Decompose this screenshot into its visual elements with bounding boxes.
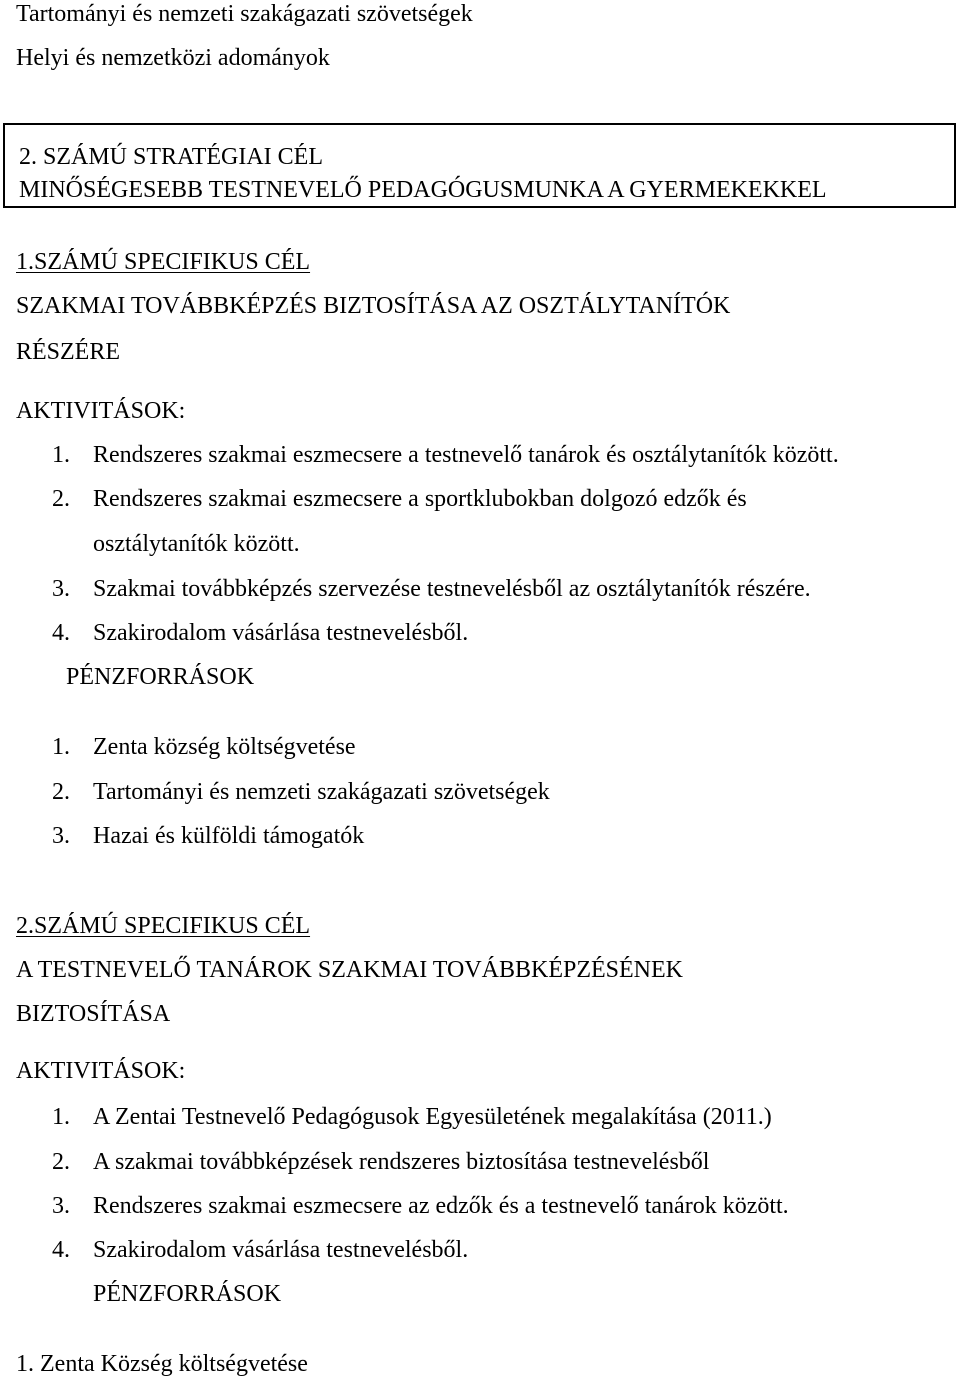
goal2-funding-label: PÉNZFORRÁSOK xyxy=(93,1281,282,1307)
goal2-activity-4-num: 4. xyxy=(52,1237,70,1263)
goal2-activity-2: A szakmai továbbképzések rendszeres biztosítása testnevelésből xyxy=(93,1149,710,1175)
goal1-activity-3-num: 3. xyxy=(52,576,70,602)
goal1-activity-2: Rendszeres szakmai eszmecsere a sportklubokban dolgozó edzők és xyxy=(93,486,747,512)
goal1-activities-label: AKTIVITÁSOK: xyxy=(16,398,186,424)
goal1-title-line1: SZAKMAI TOVÁBBKÉPZÉS BIZTOSÍTÁSA AZ OSZTÁLYTANÍTÓK xyxy=(16,293,731,319)
goal2-activity-2-num: 2. xyxy=(52,1149,70,1175)
goal2-activity-1: A Zentai Testnevelő Pedagógusok Egyesületének megalakítása (2011.) xyxy=(93,1104,772,1130)
goal1-funding-2-num: 2. xyxy=(52,779,70,805)
goal1-funding-1: Zenta község költségvetése xyxy=(93,734,356,760)
goal1-funding-3-num: 3. xyxy=(52,823,70,849)
top-line-1: Tartományi és nemzeti szakágazati szövetségek xyxy=(16,1,473,27)
goal1-funding-label: PÉNZFORRÁSOK xyxy=(66,664,255,690)
strategic-goal-heading: 2. SZÁMÚ STRATÉGIAI CÉL xyxy=(19,144,323,170)
goal1-title-line2: RÉSZÉRE xyxy=(16,339,121,365)
goal2-activities-label: AKTIVITÁSOK: xyxy=(16,1058,186,1084)
goal1-activity-2-cont: osztálytanítók között. xyxy=(93,531,300,557)
goal1-activity-4-num: 4. xyxy=(52,620,70,646)
goal1-activity-2-num: 2. xyxy=(52,486,70,512)
goal2-title-line2: BIZTOSÍTÁSA xyxy=(16,1001,171,1027)
top-line-2: Helyi és nemzetközi adományok xyxy=(16,45,330,71)
goal2-activity-3-num: 3. xyxy=(52,1193,70,1219)
goal1-funding-1-num: 1. xyxy=(52,734,70,760)
goal1-activity-3: Szakmai továbbképzés szervezése testnevelésből az osztálytanítók részére. xyxy=(93,576,811,602)
goal2-activity-3: Rendszeres szakmai eszmecsere az edzők és a testnevelő tanárok között. xyxy=(93,1193,789,1219)
strategic-goal-title: MINŐSÉGESEBB TESTNEVELŐ PEDAGÓGUSMUNKA A GYERMEKEKKEL xyxy=(19,177,827,203)
goal2-activity-4: Szakirodalom vásárlása testnevelésből. xyxy=(93,1237,469,1263)
goal1-heading: 1.SZÁMÚ SPECIFIKUS CÉL xyxy=(16,249,311,275)
goal2-heading: 2.SZÁMÚ SPECIFIKUS CÉL xyxy=(16,913,311,939)
goal1-activity-1: Rendszeres szakmai eszmecsere a testnevelő tanárok és osztálytanítók között. xyxy=(93,442,839,468)
goal1-funding-2: Tartományi és nemzeti szakágazati szövetségek xyxy=(93,779,550,805)
goal1-activity-4: Szakirodalom vásárlása testnevelésből. xyxy=(93,620,469,646)
goal1-funding-3: Hazai és külföldi támogatók xyxy=(93,823,365,849)
goal2-title-line1: A TESTNEVELŐ TANÁROK SZAKMAI TOVÁBBKÉPZÉSÉNEK xyxy=(16,957,683,983)
goal2-activity-1-num: 1. xyxy=(52,1104,70,1130)
goal2-funding-1: 1. Zenta Község költségvetése xyxy=(16,1351,308,1377)
goal1-activity-1-num: 1. xyxy=(52,442,70,468)
